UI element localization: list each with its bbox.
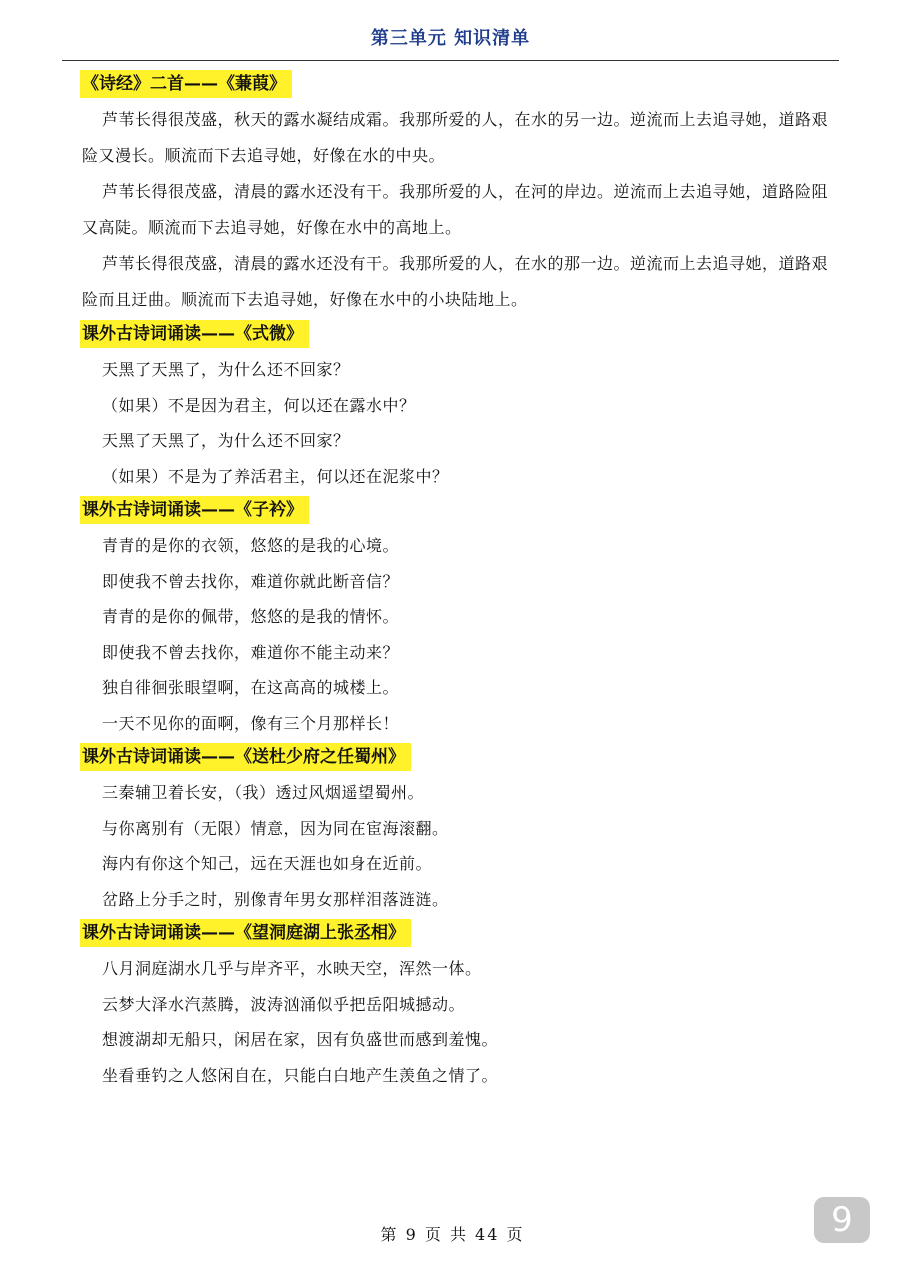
section-heading: 课外古诗词诵读——《式微》 bbox=[80, 320, 309, 348]
translation-line: 想渡湖却无船只，闲居在家，因有负盛世而感到羞愧。 bbox=[102, 1030, 499, 1049]
paragraph: 芦苇长得很茂盛，清晨的露水还没有干。我那所爱的人，在水的那一边。逆流而上去追寻她，道路艰险而且迂曲。顺流而下去追寻她，好像在水中的小块陆地上。 bbox=[82, 254, 829, 309]
translation-line: 即使我不曾去找你，难道你不能主动来？ bbox=[102, 642, 400, 662]
section-heading: 《诗经》二首——《蒹葭》 bbox=[80, 70, 292, 98]
section-heading: 课外古诗词诵读——《送杜少府之任蜀州》 bbox=[80, 743, 411, 771]
section-wangdongting bbox=[82, 917, 839, 1093]
page-number-badge: 9 bbox=[814, 1197, 870, 1243]
section-heading: 课外古诗词诵读——《望洞庭湖上张丞相》 bbox=[80, 919, 411, 947]
translation-line: 三秦辅卫着长安，（我）透过风烟遥望蜀州。 bbox=[102, 783, 425, 802]
paragraph: 芦苇长得很茂盛，清晨的露水还没有干。我那所爱的人，在河的岸边。逆流而上去追寻她，道路险阻又高陡。顺流而下去追寻她，好像在水中的高地上。 bbox=[82, 182, 829, 237]
translation-line: 云梦大泽水汽蒸腾，波涛汹涌似乎把岳阳城撼动。 bbox=[102, 994, 466, 1014]
section-zijin bbox=[82, 494, 839, 741]
section-shiwei bbox=[82, 318, 839, 494]
section-heading: 课外古诗词诵读——《子衿》 bbox=[80, 496, 309, 524]
translation-line: 八月洞庭湖水几乎与岸齐平，水映天空，浑然一体。 bbox=[102, 959, 482, 978]
translation-line: 坐看垂钓之人悠闲自在，只能白白地产生羡鱼之情了。 bbox=[102, 1065, 499, 1085]
translation-line: 青青的是你的佩带，悠悠的是我的情怀。 bbox=[102, 607, 400, 626]
translation-line: 青青的是你的衣领，悠悠的是我的心境。 bbox=[102, 536, 400, 555]
translation-line: 独自徘徊张眼望啊，在这高高的城楼上。 bbox=[102, 678, 400, 697]
page-header-title: 第三单元 知识清单 bbox=[370, 28, 531, 49]
translation-line: （如果）不是因为君主，何以还在露水中？ bbox=[102, 395, 416, 415]
page-footer: 第 9 页 共 44 页 bbox=[380, 1225, 525, 1244]
translation-line: 岔路上分手之时，别像青年男女那样泪落涟涟。 bbox=[102, 889, 449, 909]
translation-line: 与你离别有（无限）情意，因为同在宦海滚翻。 bbox=[102, 818, 449, 838]
translation-line: （如果）不是为了养活君主，何以还在泥浆中？ bbox=[102, 466, 449, 486]
translation-line: 海内有你这个知己，远在天涯也如身在近前。 bbox=[102, 854, 433, 873]
paragraph: 芦苇长得很茂盛，秋天的露水凝结成霜。我那所爱的人，在水的另一边。逆流而上去追寻她，道路艰险又漫长。顺流而下去追寻她，好像在水的中央。 bbox=[82, 110, 829, 165]
translation-line: 天黑了天黑了，为什么还不回家？ bbox=[102, 431, 350, 450]
translation-line: 天黑了天黑了，为什么还不回家？ bbox=[102, 360, 350, 379]
document-body bbox=[82, 68, 839, 1093]
translation-line: 即使我不曾去找你，难道你就此断音信？ bbox=[102, 571, 400, 591]
translation-line: 一天不见你的面啊，像有三个月那样长！ bbox=[102, 713, 400, 733]
section-jianjia bbox=[82, 68, 839, 318]
section-songdushaofu bbox=[82, 741, 839, 917]
header-divider bbox=[62, 60, 839, 61]
